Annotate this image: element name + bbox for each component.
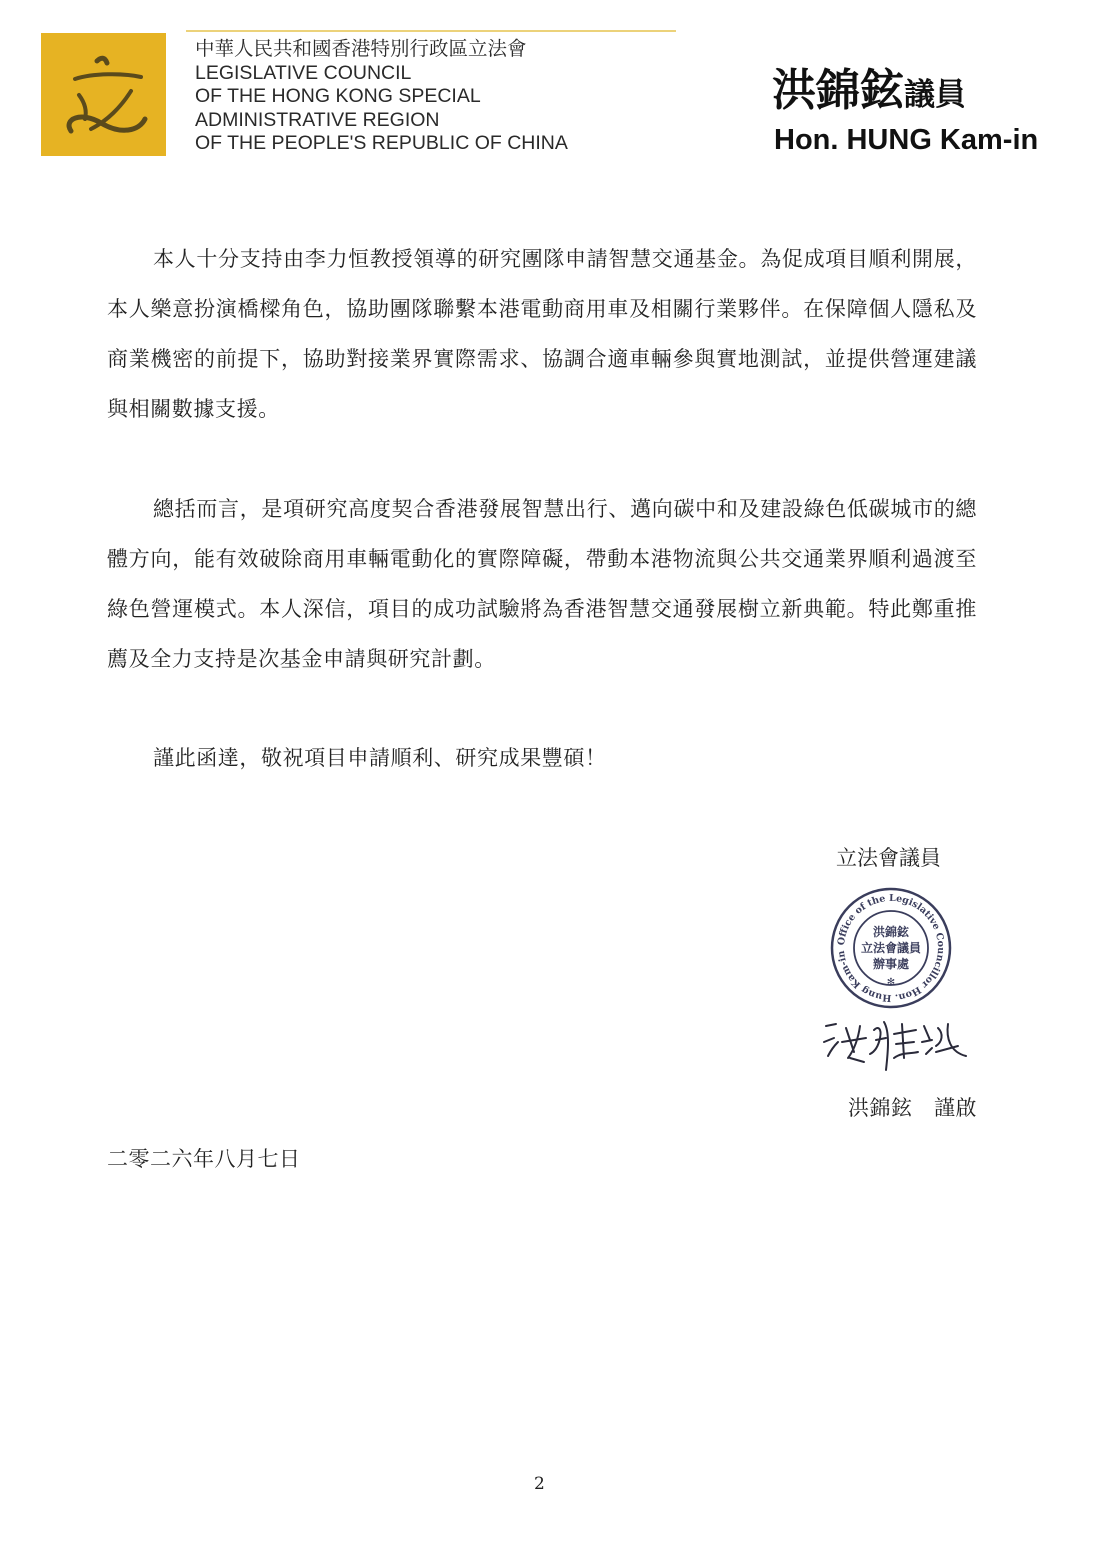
handwritten-signature — [820, 1012, 970, 1078]
office-seal-stamp — [829, 886, 953, 1010]
member-name-zh — [772, 66, 966, 120]
signer-name: 洪錦鉉 謹啟 — [848, 1096, 977, 1120]
svg-text:立法會議員: 立法會議員 — [860, 941, 922, 955]
member-title-zh: 議員 — [904, 77, 966, 113]
council-name — [195, 38, 665, 156]
body-paragraph-3: 謹此函達，敬祝項目申請順利、研究成果豐碩！ — [153, 746, 607, 770]
council-name-en-line: LEGISLATIVE COUNCIL — [195, 61, 412, 84]
council-name-en-line: ADMINISTRATIVE REGION — [195, 108, 440, 131]
council-name-en-line: OF THE HONG KONG SPECIAL — [195, 85, 481, 107]
svg-text:Office of the Legislative Coun: Office of the Legislative Councillor Hon. Hung Kam-in — [835, 892, 947, 1004]
letter-date: 二零二六年八月七日 — [107, 1147, 301, 1171]
header-rule — [186, 30, 676, 32]
body-paragraph-2: 總括而言，是項研究高度契合香港發展智慧出行、邁向碳中和及建設綠色低碳城市的總體方向，能有效破除商用車輛電動化的實際障礙，帶動本港物流與公共交通業界順利過渡至綠色營運模式。本人深信，項目的成功試驗將為香港智慧交通發展樹立新典範。特此鄭重推薦及全力支持是次基金申請與研究計劃。 — [107, 497, 977, 671]
page-number: 2 — [534, 1474, 545, 1494]
council-name-zh: 中華人民共和國香港特別行政區立法會 — [195, 38, 527, 60]
svg-text:辦事處: 辦事處 — [872, 957, 910, 971]
body-paragraph-1: 本人十分支持由李力恒教授領導的研究團隊申請智慧交通基金。為促成項目順利開展，本人樂意扮演橋樑角色，協助團隊聯繫本港電動商用車及相關行業夥伴。在保障個人隱私及商業機密的前提下，協助對接業界實際需求、協調合適車輛參與實地測試，並提供營運建議與相關數據支援。 — [107, 247, 977, 421]
council-name-en-line: OF THE PEOPLE'S REPUBLIC OF CHINA — [195, 132, 568, 154]
member-name-zh-text: 洪錦鉉 — [772, 65, 904, 116]
svg-text:✻: ✻ — [886, 977, 896, 988]
signoff-title: 立法會議員 — [836, 846, 941, 870]
legco-emblem-icon — [41, 33, 166, 156]
member-name-en: Hon. HUNG Kam-in — [774, 124, 1039, 156]
svg-text:洪錦鉉: 洪錦鉉 — [872, 925, 910, 939]
legco-logo — [41, 33, 166, 156]
